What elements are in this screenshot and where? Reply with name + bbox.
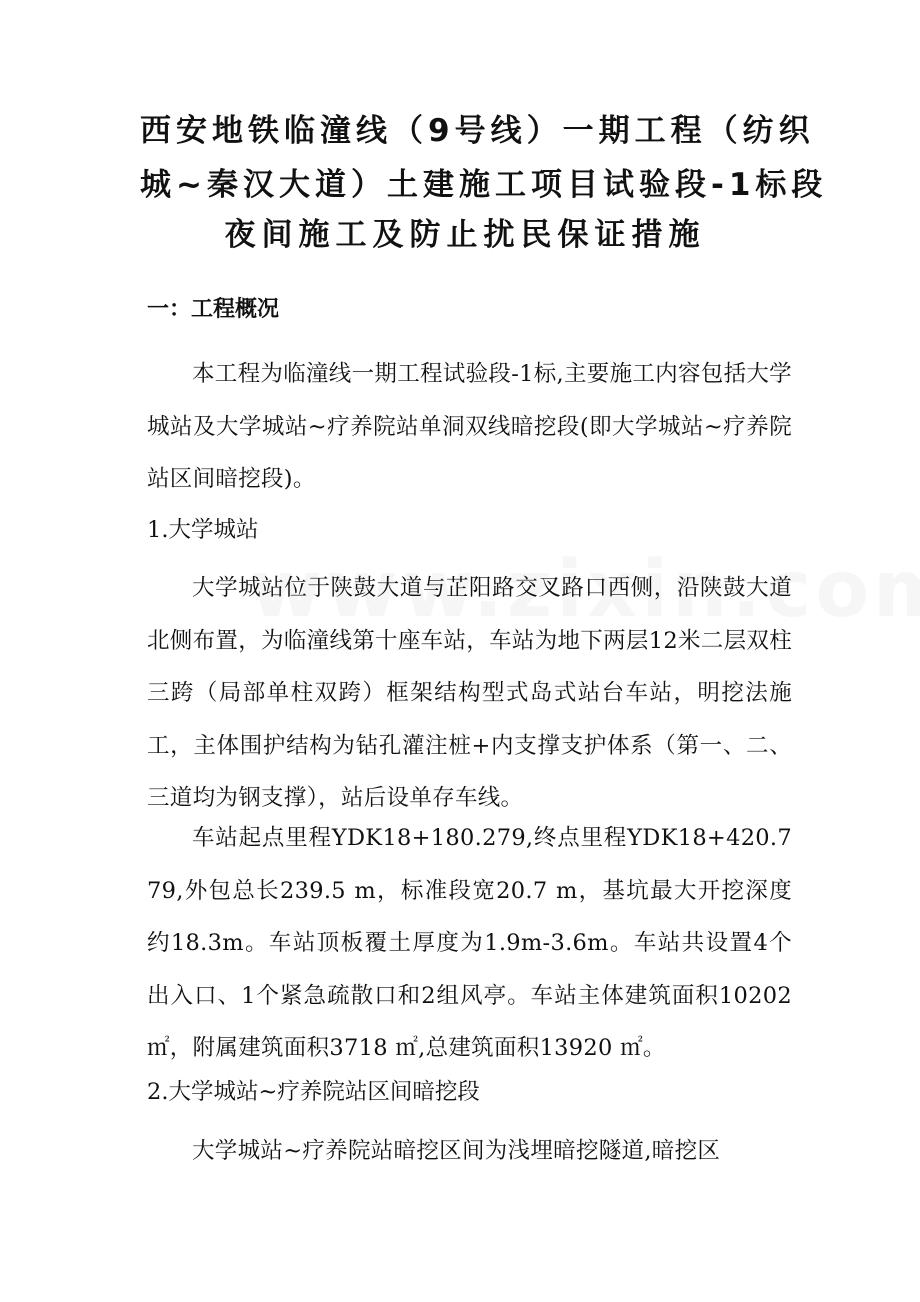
tunnel-description-paragraph: 大学城站~疗养院站暗挖区间为浅埋暗挖隧道,暗挖区 [192, 1138, 721, 1164]
subsection-heading-daxuecheng-station: 1.大学城站 [147, 517, 259, 543]
document-title-line-2: 城~秦汉大道）土建施工项目试验段-1标段 [140, 167, 828, 203]
intro-paragraph: 本工程为临潼线一期工程试验段-1标,主要施工内容包括大学城站及大学城站~疗养院站单洞双线暗挖段(即大学城站~疗养院站区间暗挖段)。 [147, 361, 792, 493]
document-title-line-1: 西安地铁临潼线（9号线）一期工程（纺织 [140, 113, 815, 149]
station-description-paragraph: 大学城站位于陕鼓大道与芷阳路交叉路口西侧，沿陕鼓大道北侧布置，为临潼线第十座车站，车站为地下两层12米二层双柱三跨（局部单柱双跨）框架结构型式岛式站台车站，明挖法施工，主体围护结构为钻孔灌注桩+内支撑支护体系（第一、二、三道均为钢支撑），站后设单存车线。 [147, 575, 792, 812]
subsection-heading-tunnel-section: 2.大学城站~疗养院站区间暗挖段 [147, 1079, 480, 1105]
document-title-line-3: 夜间施工及防止扰民保证措施 [224, 217, 706, 253]
section-heading-overview: 一：工程概况 [147, 297, 280, 322]
station-dimensions-paragraph: 车站起点里程YDK18+180.279,终点里程YDK18+420.779,外包总长239.5 m，标准段宽20.7 m，基坑最大开挖深度约18.3m。车站顶板覆土厚度为1.9m-3.6m。车站共设置4个出入口、1个紧急疏散口和2组风亭。车站主体建筑面积10202 ㎡，附属建筑面积3718 ㎡,总建筑面积13920 ㎡。 [147, 825, 792, 1062]
